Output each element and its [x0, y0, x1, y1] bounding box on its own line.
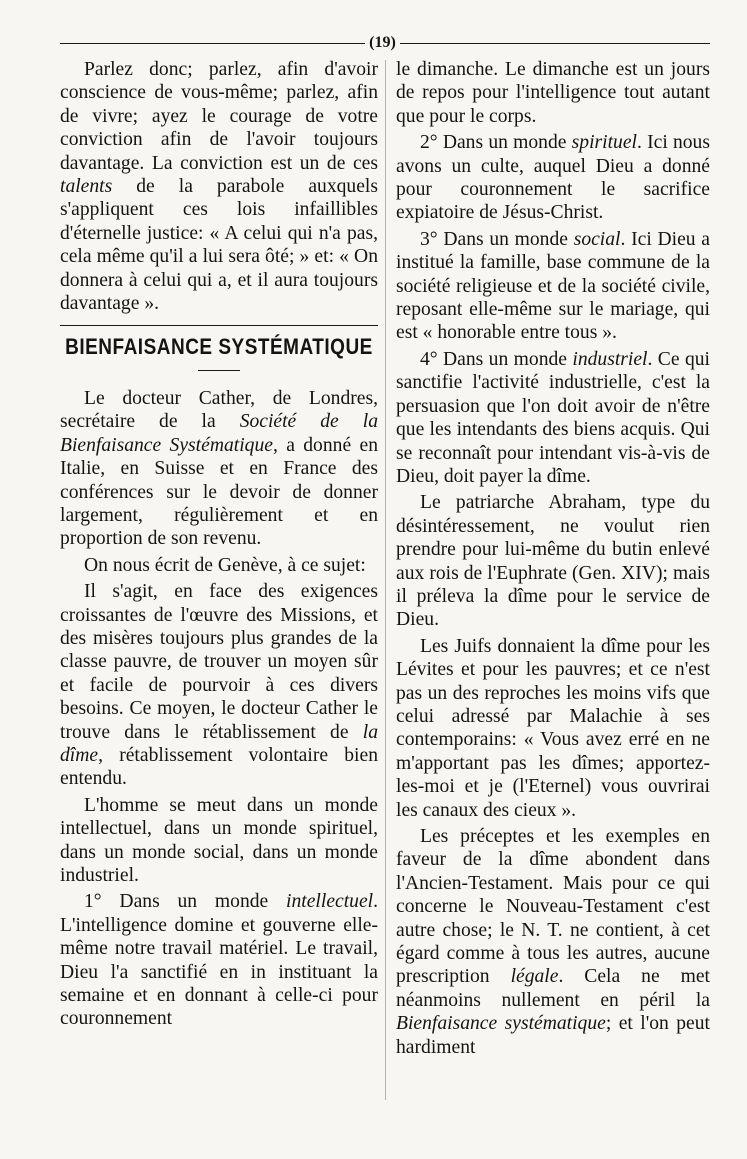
intro-paragraph	[60, 58, 378, 315]
text-run: On nous écrit de Genève, à ce sujet:	[84, 554, 366, 576]
right-body	[396, 58, 710, 1059]
paragraph	[396, 348, 710, 488]
italic-text: Bienfaisance systématique	[396, 1013, 606, 1035]
italic-text: talents	[60, 176, 113, 198]
paragraph	[396, 491, 710, 631]
paragraph	[60, 890, 378, 1030]
text-run: ; et l'on peut hardiment	[396, 1013, 710, 1058]
italic-text: la dîme	[60, 721, 378, 766]
text-run: de la parabole auxquels s'appliquent ces lois infaillibles d'éternelle justice: « A celui qui n'a pas, cela même qu'il a lui sera ôté; » et: « On donnera à celui qui a, et il aura toujours davantage ».	[60, 176, 378, 315]
text-run: Les préceptes et les exemples en faveur de la dîme abondent dans l'Ancien-Testament. Mais pour ce qui concerne le Nouveau-Testament c'est autre chose; le N. T. ne contient, à cet égard comme à tous les autres, aucune prescription	[396, 826, 710, 988]
italic-text: spirituel	[571, 132, 637, 154]
text-run: Il s'agit, en face des exigences croissantes de l'œuvre des Missions, et des misères toujours plus grandes de la classe pauvre, de trouver un moyen sûr et facile de pourvoir à ces divers besoins. Ce moyen, le docteur Cather le trouve dans le rétablissement de	[60, 581, 378, 743]
left-column	[60, 58, 378, 1031]
text-run: . Ici Dieu a institué la famille, base commune de la société religieuse et de la société civile, reposant elle-même sur le mariage, qui est « honorable entre tous ».	[396, 228, 710, 344]
italic-text: Société de la Bienfaisance Systématique	[60, 411, 378, 456]
text-run: le dimanche. Le dimanche est un jours de repos pour l'intelligence tout autant que pour le corps.	[396, 59, 710, 127]
paragraph	[60, 387, 378, 551]
title-underline	[198, 370, 240, 371]
text-run: L'homme se meut dans un monde intellectuel, dans un monde spirituel, dans un monde social, dans un monde industriel.	[60, 794, 378, 886]
text-run: 2° Dans un monde	[420, 132, 572, 154]
paragraph	[396, 131, 710, 225]
text-run: . Ce qui sanctifie l'activité industrielle, c'est la persuasion que l'on doit avoir de n'être que les intendants des biens acquis. Qui se reconnaît pour intendant vis-à-vis de Dieu, doit payer la dîme.	[396, 348, 710, 487]
text-run: . L'intelligence domine et gouverne elle-même notre travail matériel. Le travail, Dieu l'a sanctifié en in instituant la semaine et en donnant à celle-ci pour couronnement	[60, 891, 378, 1030]
paragraph	[396, 228, 710, 345]
italic-text: social	[573, 228, 621, 250]
paragraph	[60, 794, 378, 888]
text-run: 3° Dans un monde	[420, 228, 574, 250]
right-column	[396, 58, 710, 1059]
paragraph	[60, 554, 378, 577]
text-run: Le docteur Cather, de Londres, secrétaire de la	[60, 387, 378, 433]
italic-text: industriel	[572, 348, 648, 370]
italic-text: intellectuel	[286, 891, 374, 913]
left-body	[60, 387, 378, 1031]
text-run: , rétablissement volontaire bien entendu.	[60, 744, 378, 790]
section-title: BIENFAISANCE SYSTÉMATIQUE	[65, 335, 373, 361]
page-header	[60, 34, 710, 54]
text-run: . Cela ne met néanmoins nullement en péril la	[396, 966, 710, 1011]
page-number: (19)	[369, 34, 396, 51]
section-separator	[60, 325, 378, 326]
paragraph	[396, 825, 710, 1059]
column-divider	[385, 60, 386, 1100]
text-run: . Ici nous avons un culte, auquel Dieu a donné pour couronnement le sacrifice expiatoire de Jésus-Christ.	[396, 132, 710, 224]
header-rule-left	[60, 43, 365, 44]
italic-text: légale	[510, 966, 559, 988]
text-run: Parlez donc; parlez, afin d'avoir conscience de vous-même; parlez, afin de vivre; ayez le courage de votre conviction afin de l'avoir toujours davantage. La conviction est un de ces	[60, 59, 378, 174]
paragraph	[60, 580, 378, 791]
paragraph	[396, 635, 710, 822]
paragraph	[396, 58, 710, 128]
header-rule-right	[400, 43, 710, 44]
text-run: Le patriarche Abraham, type du désintéressement, ne voulut rien prendre pour lui-même du butin enlevé aux rois de l'Euphrate (Gen. XIV); mais il préleva la dîme pour le service de Dieu.	[396, 492, 710, 631]
text-run: , a donné en Italie, en Suisse et en France des conférences sur le devoir de donner largement, régulièrement et en proportion de son revenu.	[60, 434, 378, 550]
text-run: 4° Dans un monde	[420, 348, 573, 370]
text-run: 1° Dans un monde	[84, 891, 287, 913]
text-run: Les Juifs donnaient la dîme pour les Lévites et pour les pauvres; et ce n'est pas un des reproches les moins vifs que celui adressé par Malachie à ses contemporains: « Vous avez erré en ne m'apportant pas les dîmes; apportez-les-moi et je (l'Eternel) vous ouvrirai les canaux des cieux ».	[396, 635, 710, 821]
